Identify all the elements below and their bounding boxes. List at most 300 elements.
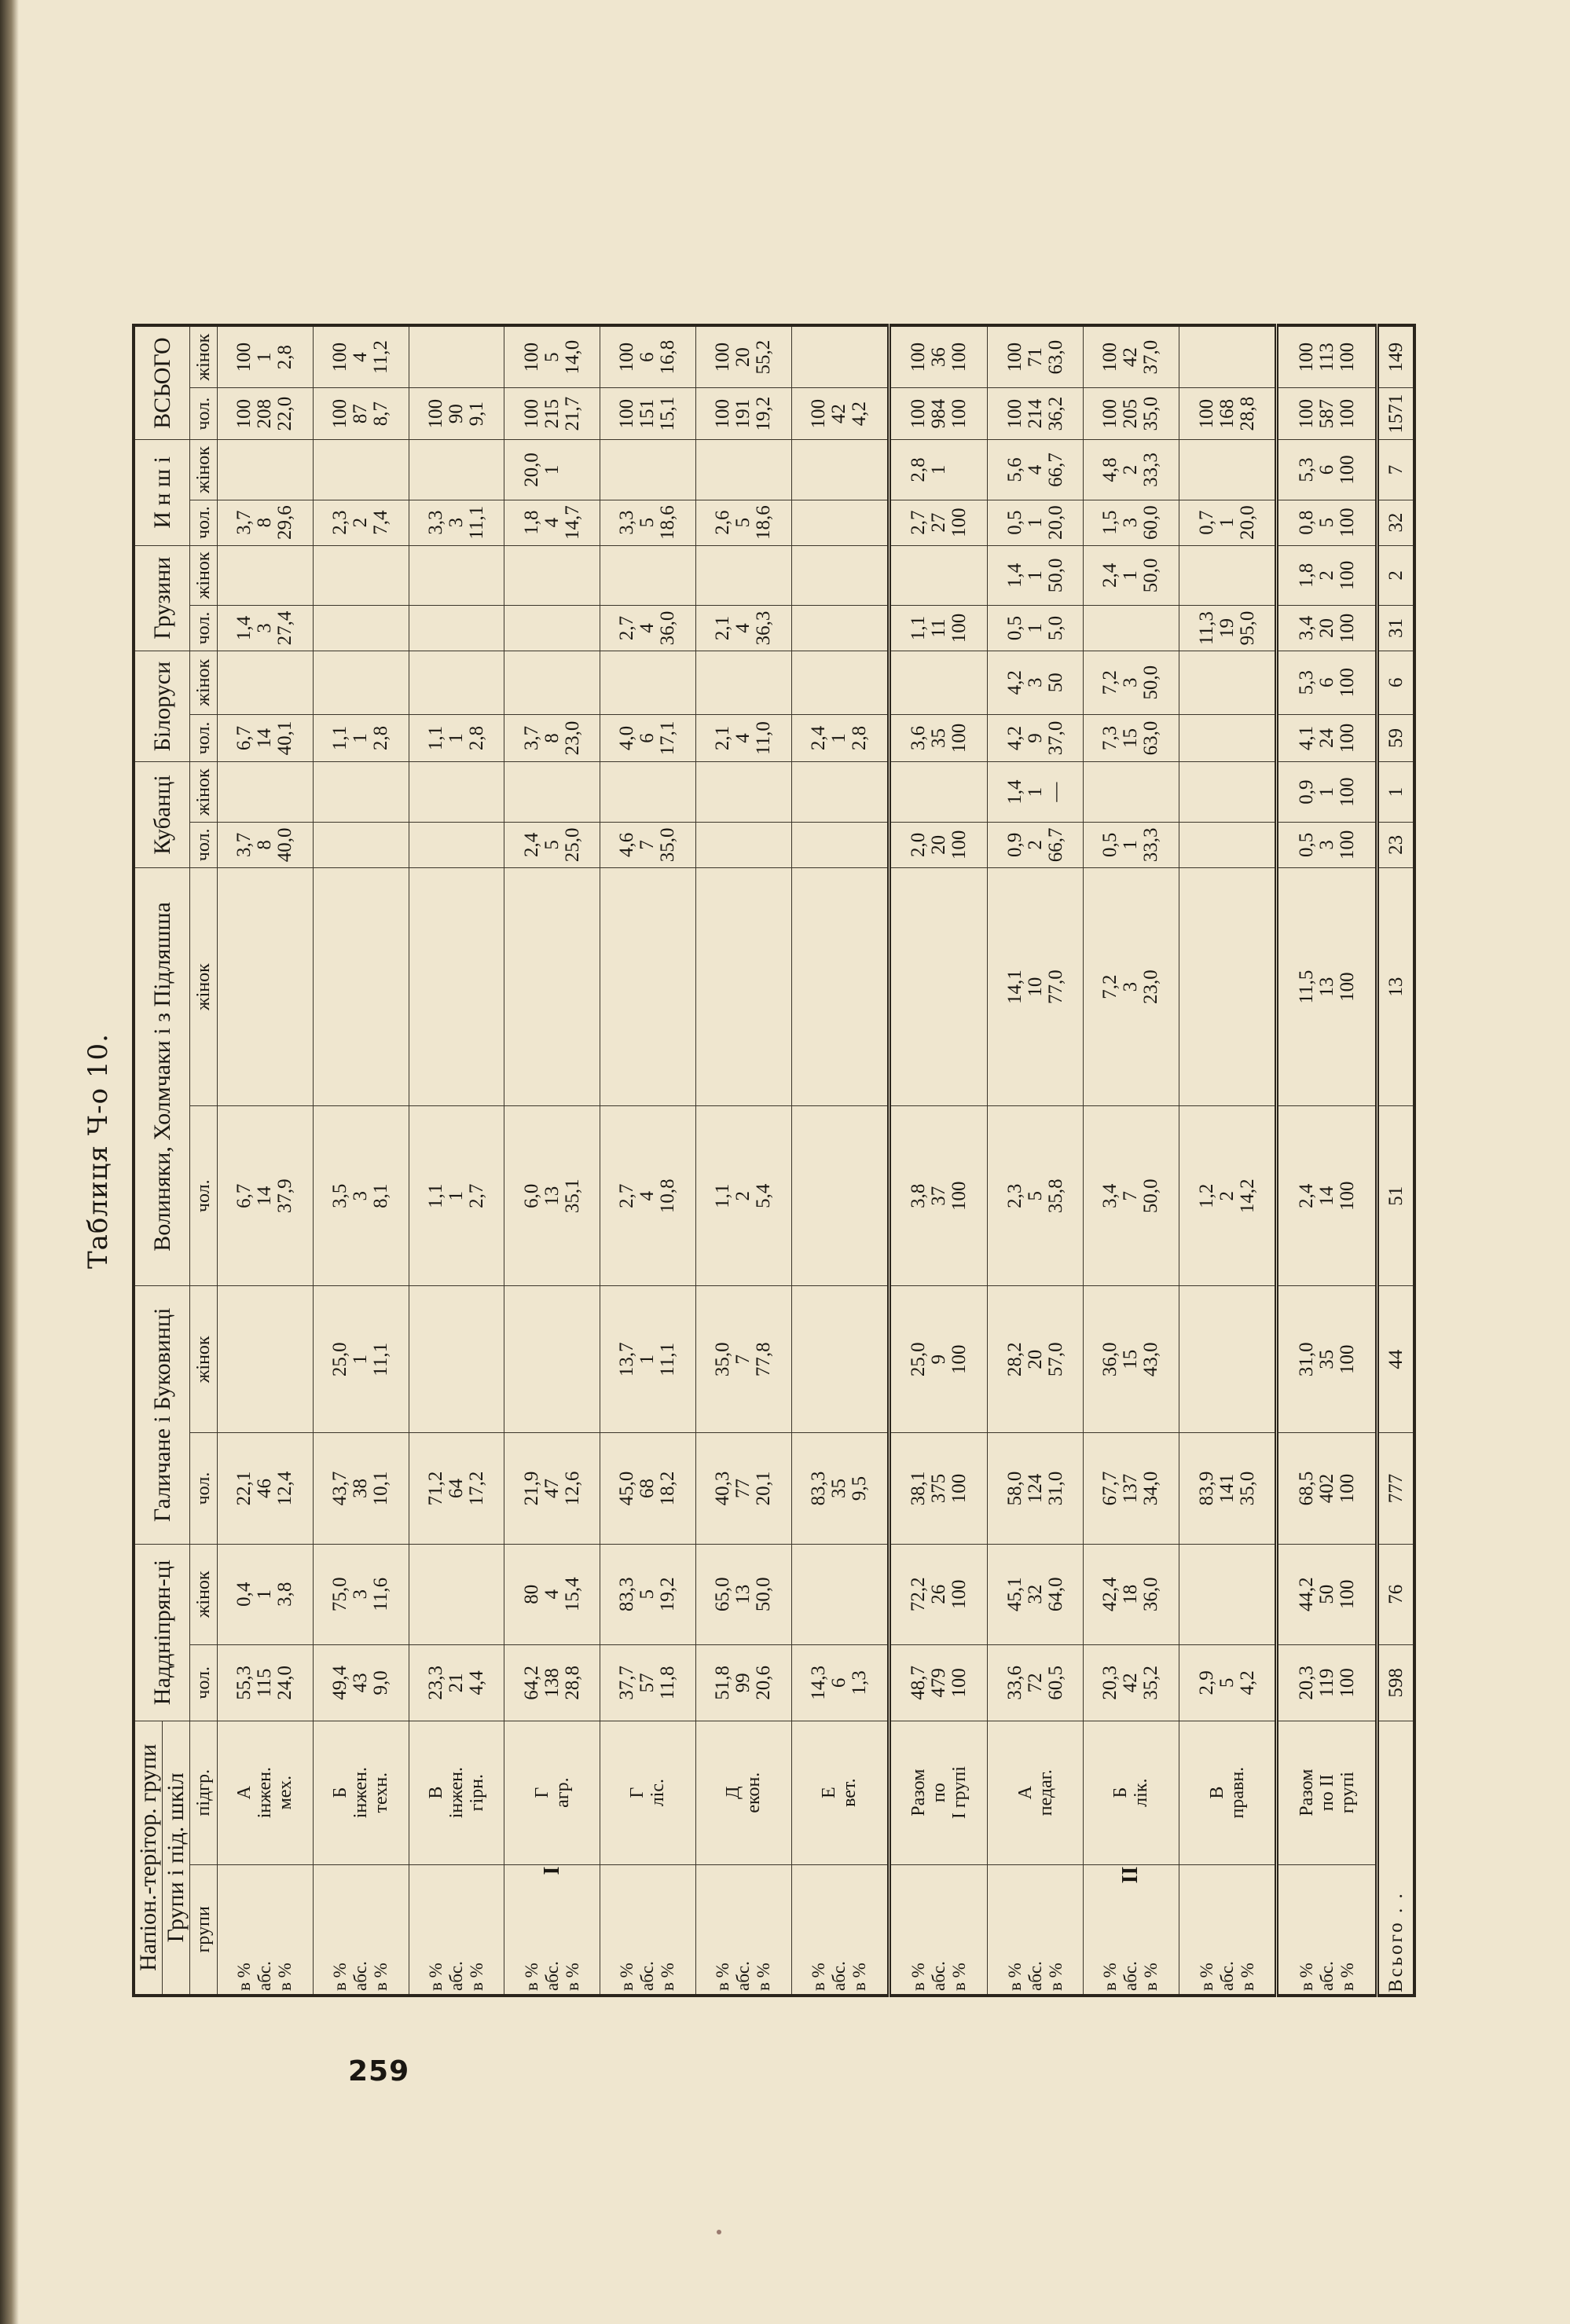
value: 4,6	[616, 832, 638, 857]
value: 16,8	[657, 339, 679, 375]
value-cell	[1179, 823, 1277, 868]
value-cell	[791, 1286, 890, 1433]
value	[733, 824, 754, 866]
subgroup-text: Г	[531, 1787, 552, 1798]
value-cell	[1277, 1645, 1377, 1721]
total-value: 6	[1377, 651, 1414, 714]
value: 1	[1024, 786, 1046, 797]
value: 35,1	[561, 1178, 583, 1214]
total-value: 1	[1377, 762, 1414, 823]
value: 64,2	[520, 1665, 542, 1700]
value-cell	[313, 1106, 409, 1286]
value-cell	[1083, 440, 1179, 500]
subgroup-text: інжен.	[350, 1767, 372, 1819]
value-cell	[218, 606, 314, 651]
value-cell	[890, 545, 988, 606]
value	[617, 442, 637, 498]
value	[563, 653, 583, 713]
value: 37,9	[274, 1178, 296, 1214]
value-cell	[409, 1544, 504, 1644]
value: 42,4	[1099, 1577, 1121, 1612]
value-cell	[1179, 1106, 1277, 1286]
col-header-nationality: Білоруси	[134, 651, 190, 761]
value	[542, 607, 563, 649]
value	[829, 764, 849, 820]
unit-label: в %	[1045, 1963, 1066, 1991]
value	[754, 824, 774, 866]
value: 77,0	[1044, 970, 1066, 1004]
value	[829, 1288, 849, 1431]
value-cell	[600, 545, 696, 606]
value: 25,0	[908, 1342, 930, 1377]
value	[1217, 1288, 1238, 1431]
value-cell	[409, 1433, 504, 1544]
value-cell	[791, 606, 890, 651]
value	[371, 870, 391, 1105]
total-value: 23	[1377, 823, 1414, 868]
value	[467, 442, 487, 498]
value	[1217, 824, 1238, 866]
value: 27,4	[274, 610, 296, 646]
value: 3,6	[908, 725, 930, 751]
value-cell	[791, 651, 890, 714]
value: 45,1	[1003, 1577, 1025, 1612]
value: 1	[1024, 570, 1046, 581]
value	[542, 870, 563, 1105]
value-cell	[890, 1433, 988, 1544]
value-cell	[504, 823, 600, 868]
unit-label: в %	[754, 1963, 774, 1991]
value-cell	[791, 440, 890, 500]
value-cell	[890, 606, 988, 651]
subgroup-cell	[791, 1721, 890, 1864]
value: 43,7	[329, 1471, 351, 1506]
value	[446, 442, 467, 498]
value	[446, 824, 467, 866]
value: 100	[1336, 508, 1358, 537]
value: 6	[1315, 464, 1337, 475]
value: 26	[928, 1584, 950, 1604]
value: 2,9	[1195, 1670, 1217, 1695]
value-cell	[313, 823, 409, 868]
unit-label: в %	[658, 1963, 678, 1991]
value: 14,2	[1236, 1178, 1258, 1214]
value: 10,8	[657, 1178, 679, 1214]
value: 34,0	[1140, 1471, 1162, 1506]
value	[713, 824, 733, 866]
row-unit-labels	[1179, 1864, 1277, 1996]
value: 100	[424, 398, 446, 429]
value-cell	[504, 1433, 600, 1544]
value-cell	[1083, 1645, 1179, 1721]
value-cell	[1179, 1286, 1277, 1433]
value-cell	[791, 714, 890, 762]
value: 9	[1024, 733, 1046, 743]
value: 100	[1336, 972, 1358, 1002]
value: 18,6	[657, 505, 679, 541]
value	[542, 548, 563, 604]
subgroup-text: мех.	[275, 1775, 296, 1810]
value: 99	[732, 1673, 754, 1693]
value	[330, 607, 350, 649]
value: 3,8	[908, 1183, 930, 1208]
value: 1,4	[1003, 779, 1025, 805]
unit-label: в %	[1141, 1963, 1161, 1991]
value: 5	[1024, 1191, 1046, 1201]
subgroup-cell	[218, 1721, 314, 1864]
value	[637, 548, 658, 604]
total-value: 777	[1377, 1433, 1414, 1544]
value: 20,6	[753, 1665, 775, 1700]
value-cell	[600, 500, 696, 545]
value	[330, 653, 350, 713]
value: 20,0	[1236, 505, 1258, 541]
value: 7,2	[1099, 974, 1121, 999]
value-cell	[695, 325, 791, 388]
value-cell	[890, 500, 988, 545]
value: 215	[541, 398, 563, 429]
value	[1100, 764, 1121, 820]
value	[733, 870, 754, 1105]
value-cell	[1277, 545, 1377, 606]
value	[949, 442, 970, 498]
value-cell	[1083, 867, 1179, 1106]
corner-header-top: Напіон.-терітор. групи	[134, 1721, 163, 1996]
value-cell	[218, 1433, 314, 1544]
value	[255, 442, 275, 498]
value-cell	[695, 1286, 791, 1433]
value	[1238, 1546, 1258, 1643]
value-cell	[1179, 606, 1277, 651]
table-row	[1083, 325, 1179, 1996]
unit-label: в %	[521, 1963, 541, 1991]
value-cell	[504, 651, 600, 714]
table-row	[988, 325, 1084, 1996]
value: 3	[1120, 981, 1142, 992]
unit-label: в %	[1296, 1963, 1316, 1991]
value: 1	[445, 733, 467, 743]
value	[234, 653, 255, 713]
value: 11,1	[465, 505, 487, 540]
value: 0,5	[1295, 832, 1317, 857]
value: 100	[712, 398, 734, 429]
value: 20,3	[1099, 1665, 1121, 1700]
value	[754, 548, 774, 604]
value: 6,0	[520, 1183, 542, 1208]
value-cell	[313, 714, 409, 762]
value	[1141, 764, 1161, 820]
value: 3	[1024, 677, 1046, 687]
value: 1,5	[1099, 510, 1121, 535]
value	[255, 653, 275, 713]
value	[1197, 1288, 1217, 1431]
value	[809, 607, 829, 649]
value: 10,1	[370, 1471, 392, 1506]
value-cell	[313, 500, 409, 545]
value-cell	[695, 714, 791, 762]
value: 77,8	[753, 1342, 775, 1377]
value-cell	[600, 823, 696, 868]
value: 29,6	[274, 505, 296, 541]
value-cell	[988, 325, 1084, 388]
value	[1238, 548, 1258, 604]
value: 20	[1024, 1349, 1046, 1369]
value-cell	[409, 606, 504, 651]
value: 33,3	[1140, 827, 1162, 863]
unit-label: абс.	[350, 1961, 371, 1991]
value-cell	[1277, 1544, 1377, 1644]
value	[849, 442, 870, 498]
total-value: 1571	[1377, 388, 1414, 440]
value: 55,3	[233, 1665, 255, 1700]
unit-label: абс.	[1216, 1961, 1237, 1991]
value	[275, 442, 295, 498]
value	[908, 870, 929, 1105]
value-cell	[1277, 714, 1377, 762]
value: 984	[928, 398, 950, 429]
value-cell	[791, 1433, 890, 1544]
value-cell	[504, 1106, 600, 1286]
value: 2,8	[465, 725, 487, 751]
value	[809, 442, 829, 498]
value: 2,8	[370, 725, 392, 751]
unit-label: абс.	[255, 1961, 275, 1991]
value: 100	[616, 342, 638, 372]
value	[809, 870, 829, 1105]
value-cell	[695, 1645, 791, 1721]
value: 11,5	[1295, 970, 1317, 1004]
value	[1217, 548, 1238, 604]
value	[426, 1288, 446, 1431]
row-unit-labels	[313, 1864, 409, 1996]
value: 1	[350, 1354, 372, 1365]
value: 5	[636, 517, 658, 528]
value: 2,4	[808, 725, 830, 751]
value-cell	[504, 388, 600, 440]
value-cell	[1083, 545, 1179, 606]
value	[1197, 442, 1217, 498]
value	[350, 548, 371, 604]
value	[1197, 548, 1217, 604]
value: 4,2	[1003, 670, 1025, 695]
value-cell	[988, 606, 1084, 651]
value-cell	[313, 545, 409, 606]
value: 2,8	[274, 344, 296, 370]
value	[542, 653, 563, 713]
value	[426, 870, 446, 1105]
value: 7	[1120, 1191, 1142, 1201]
value: 32	[1024, 1584, 1046, 1604]
value-cell	[1277, 500, 1377, 545]
value-cell	[1277, 1433, 1377, 1544]
value	[829, 870, 849, 1105]
value: 9,1	[465, 401, 487, 427]
value: 9,5	[849, 1475, 871, 1501]
value: 71	[1024, 347, 1046, 368]
value: 18,2	[657, 1471, 679, 1506]
value: 35	[828, 1479, 850, 1499]
col-header-chol: чол.	[190, 823, 218, 868]
value	[522, 1288, 542, 1431]
value-cell	[1277, 823, 1377, 868]
subgroup-text: Б	[330, 1787, 351, 1798]
value: 2,3	[329, 510, 351, 535]
value: 19	[1216, 618, 1238, 639]
value	[234, 442, 255, 498]
value: 6	[1315, 677, 1337, 687]
value	[829, 824, 849, 866]
value-cell	[1179, 388, 1277, 440]
value	[426, 1546, 446, 1643]
value: 2	[350, 517, 372, 528]
total-value: 13	[1377, 867, 1414, 1106]
group-number: II	[1118, 1866, 1143, 1884]
value	[1217, 764, 1238, 820]
value-cell	[409, 500, 504, 545]
value: 2,8	[908, 457, 930, 482]
value: 5,0	[1044, 615, 1066, 641]
value	[371, 764, 391, 820]
value-cell	[988, 714, 1084, 762]
value-cell	[988, 1286, 1084, 1433]
value: 36,3	[753, 610, 775, 646]
total-value: 51	[1377, 1106, 1414, 1286]
subgroup-text: А	[234, 1785, 255, 1800]
value-cell	[600, 1286, 696, 1433]
value	[330, 442, 350, 498]
value	[829, 328, 849, 386]
total-value: 149	[1377, 325, 1414, 388]
value: 13	[541, 1186, 563, 1206]
total-label: Всього . .	[1377, 1721, 1414, 1996]
value: 45,0	[616, 1471, 638, 1506]
value	[467, 824, 487, 866]
unit-label: в %	[908, 1963, 929, 1991]
value	[713, 764, 733, 820]
value-cell	[890, 1286, 988, 1433]
value: 4,2	[849, 401, 871, 427]
value	[849, 653, 870, 713]
value: 2,7	[616, 1183, 638, 1208]
value: 1,4	[233, 615, 255, 641]
value: 83,3	[616, 1577, 638, 1612]
value: 100	[1336, 1344, 1358, 1375]
value	[522, 548, 542, 604]
value: 11	[928, 618, 950, 638]
value	[563, 870, 583, 1105]
value	[371, 653, 391, 713]
value	[350, 764, 371, 820]
value: 36,0	[657, 610, 679, 646]
unit-label: в %	[562, 1963, 582, 1991]
subgroup-text: по II	[1316, 1774, 1337, 1812]
value-cell	[791, 1106, 890, 1286]
value	[522, 764, 542, 820]
unit-label: в %	[275, 1963, 295, 1991]
value	[426, 764, 446, 820]
value: 100	[948, 1181, 970, 1211]
value	[658, 653, 678, 713]
value	[733, 548, 754, 604]
value	[617, 653, 637, 713]
value	[617, 548, 637, 604]
value-cell	[313, 388, 409, 440]
value-cell	[504, 606, 600, 651]
unit-label: абс.	[1121, 1961, 1141, 1991]
value: 1	[1120, 570, 1142, 581]
value: 1	[1024, 623, 1046, 633]
value: 100	[712, 342, 734, 372]
value: 0,9	[1003, 832, 1025, 857]
value: 33,6	[1003, 1665, 1025, 1700]
value	[467, 764, 487, 820]
value-cell	[890, 762, 988, 823]
unit-label: в %	[1100, 1963, 1121, 1991]
value-cell	[791, 388, 890, 440]
unit-label: в %	[1004, 1963, 1025, 1991]
value-cell	[695, 1106, 791, 1286]
row-unit-labels	[409, 1864, 504, 1996]
value	[467, 548, 487, 604]
subgroup-text: техн.	[371, 1772, 392, 1813]
value	[371, 548, 391, 604]
value-cell	[695, 440, 791, 500]
subgroup-cell	[695, 1721, 791, 1864]
value: 9	[928, 1354, 950, 1365]
value	[637, 764, 658, 820]
unit-label: в %	[234, 1963, 255, 1991]
value: 1,8	[520, 510, 542, 535]
table-row	[504, 325, 600, 1996]
value	[849, 1546, 870, 1643]
value-cell	[988, 762, 1084, 823]
value	[1197, 764, 1217, 820]
value-cell	[1179, 500, 1277, 545]
value: 27	[928, 512, 950, 533]
value	[255, 764, 275, 820]
value-cell	[988, 388, 1084, 440]
value: 11,2	[370, 340, 392, 374]
value: 2,3	[1003, 1183, 1025, 1208]
value-cell	[695, 762, 791, 823]
value: 7	[636, 840, 658, 850]
value: 28,8	[561, 1665, 583, 1700]
value: 14,0	[561, 339, 583, 375]
value	[1197, 328, 1217, 386]
unit-label: в %	[371, 1963, 391, 1991]
value: 50,0	[1044, 558, 1066, 593]
value: 3	[1120, 517, 1142, 528]
value-cell	[1083, 714, 1179, 762]
value-cell	[600, 867, 696, 1106]
value-cell	[409, 325, 504, 388]
value	[1217, 442, 1238, 498]
value-cell	[218, 1286, 314, 1433]
value	[809, 824, 829, 866]
value: 13,7	[616, 1342, 638, 1377]
value: 60,5	[1044, 1665, 1066, 1700]
value	[426, 653, 446, 713]
value	[446, 607, 467, 649]
value: 4	[1024, 464, 1046, 475]
value: 1	[1315, 786, 1337, 797]
unit-label: абс.	[541, 1961, 562, 1991]
subgroup-cell	[600, 1721, 696, 1864]
value: 43	[350, 1673, 372, 1693]
value: 100	[948, 830, 970, 860]
value: 1,1	[329, 725, 351, 751]
value-cell	[504, 867, 600, 1106]
